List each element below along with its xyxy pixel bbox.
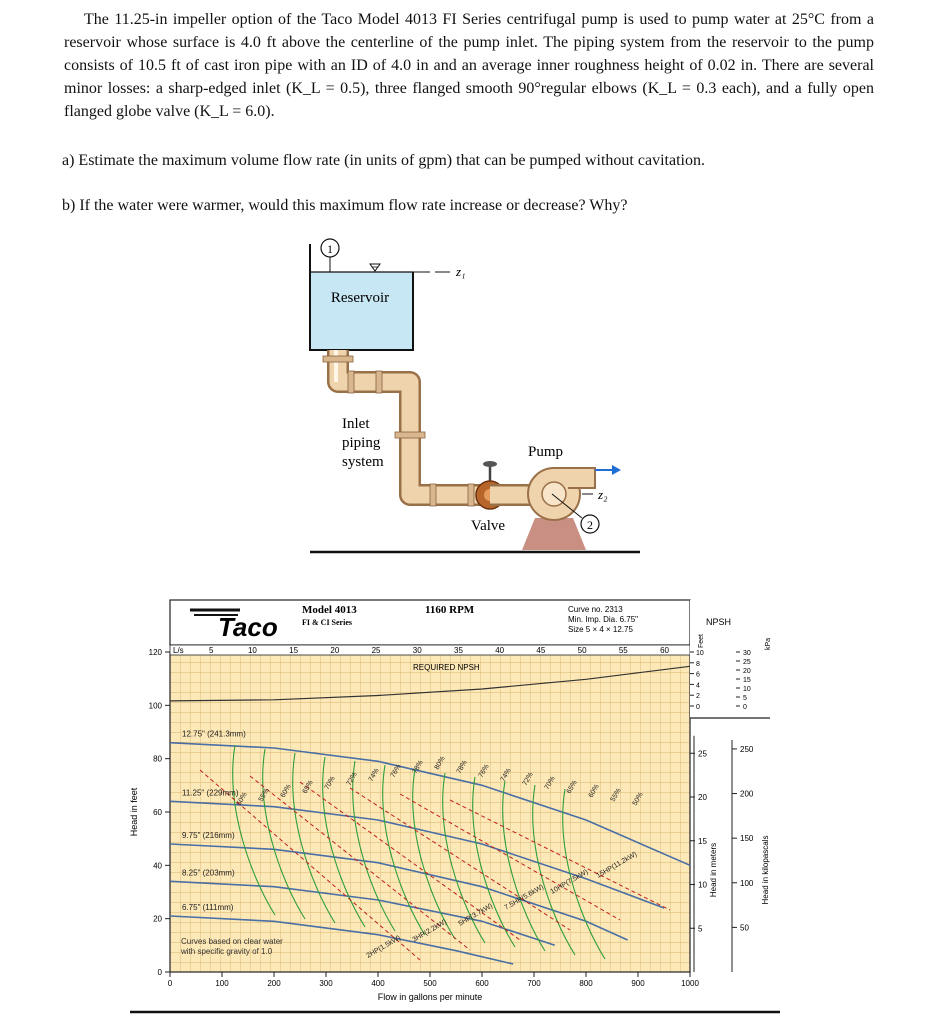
question-a: a) Estimate the maximum volume flow rate (in units of gpm) that can be pumped without cavitation. (62, 152, 705, 169)
problem-statement (64, 8, 874, 123)
y-axis-label: Head in feet (129, 787, 139, 837)
series-label: FI & CI Series (302, 618, 352, 627)
y-tick-label: 0 (157, 968, 162, 977)
ls-tick-label: 40 (495, 646, 505, 655)
npsh-feet-tick-label: 8 (696, 660, 700, 668)
ls-tick-label: 35 (454, 646, 463, 655)
npsh-kpa-tick-label: 0 (743, 704, 747, 711)
npsh-kpa-label: kPa (765, 637, 772, 650)
impeller-label: 9.75" (216mm) (182, 831, 235, 840)
hp-label: 3HP(2.2kW) (411, 918, 449, 944)
inlet-label-1: Inlet (342, 416, 370, 432)
npsh-kpa-tick-label: 20 (743, 668, 751, 675)
ls-tick-label: 5 (208, 646, 214, 655)
ls-tick-label: 10 (247, 646, 257, 655)
x-tick-label: 0 (167, 979, 173, 988)
hp-label: 7.5HP(5.6kW) (503, 883, 546, 912)
y-axis-ticks (149, 648, 170, 977)
x-tick-label: 500 (423, 979, 437, 988)
x-tick-label: 200 (267, 979, 281, 988)
y-tick-label: 80 (153, 754, 162, 764)
efficiency-label: 65% (565, 779, 579, 795)
efficiency-label: 72% (345, 771, 359, 787)
kpa-tick-label: 200 (740, 789, 754, 799)
meters-tick-label: 15 (698, 836, 707, 846)
pump-curve-chart (0, 595, 952, 1024)
y-tick-label: 60 (153, 808, 162, 817)
efficiency-label: 76% (389, 763, 403, 779)
hp-label: 2HP(1.5kW) (365, 934, 403, 960)
ls-tick-label: 30 (412, 646, 422, 655)
meters-tick-label: 10 (698, 880, 707, 890)
meters-tick-label: 20 (698, 793, 707, 803)
kpa-tick-label: 50 (740, 923, 749, 933)
npsh-feet-tick-label: 10 (696, 650, 704, 657)
x-tick-label: 300 (319, 979, 333, 988)
min-impeller-label: Min. Imp. Dia. 6.75" (568, 615, 638, 624)
inlet-label-3: system (342, 454, 384, 470)
reservoir-water (310, 272, 413, 350)
npsh-feet-tick-label: 2 (696, 693, 700, 701)
piping-schematic (290, 232, 650, 560)
npsh-kpa-tick-label: 30 (743, 650, 751, 657)
pump-icon (490, 465, 621, 550)
efficiency-label: 60% (587, 783, 601, 799)
efficiency-label: 60% (279, 783, 293, 799)
rpm-label: 1160 RPM (425, 604, 475, 616)
meters-tick-label: 25 (698, 749, 707, 759)
x-tick-label: 800 (579, 979, 593, 988)
ls-tick-label: 55 (618, 646, 628, 655)
efficiency-label: 70% (543, 775, 557, 791)
efficiency-label: 72% (521, 771, 535, 787)
efficiency-label: 78% (455, 759, 469, 775)
required-npsh-label: REQUIRED NPSH (413, 663, 480, 672)
x-axis-ticks (168, 972, 700, 988)
hp-label: 10HP(7.5kW) (549, 868, 590, 896)
chart-note-1: Curves based on clear water (181, 937, 283, 946)
z1-label: z₁ (456, 264, 466, 279)
right-axis-ticks (690, 736, 754, 972)
pump-label: Pump (528, 444, 564, 460)
problem-paragraph: The 11.25-in impeller option of the Taco Model 4013 FI Series centrifugal pump is used to pump water at 25°C from a reservoir whose surface is 4.0 ft above the centerline of the pump inlet. The piping system from the reservoir to the pump consists of 10.5 ft of cast iron pipe with an ID of 4.0 in and an average inner roughness height of 0.02 in. There are several minor losses: a sharp-edged inlet (K_L = 0.5), three flanged smooth 90°regular elbows (K_L = 0.3 each), and a fully open flanged globe valve (K_L = 6.0). (64, 11, 874, 120)
npsh-kpa-tick-label: 5 (743, 695, 747, 702)
impeller-label: 6.75" (111mm) (182, 903, 234, 912)
x-tick-label: 900 (631, 979, 645, 988)
npsh-feet-tick-label: 4 (696, 682, 700, 690)
taco-logo: Taco (218, 612, 278, 642)
x-axis-label: Flow in gallons per minute (377, 992, 483, 1002)
efficiency-label: 80% (433, 755, 447, 771)
kpa-tick-label: 250 (740, 744, 754, 754)
ls-tick-label: 50 (577, 646, 587, 655)
x-tick-label: 700 (527, 979, 541, 988)
x-tick-label: 600 (475, 979, 489, 988)
ls-tick-label: 25 (371, 646, 381, 655)
efficiency-label: 74% (499, 767, 513, 783)
efficiency-label: 50% (235, 791, 249, 807)
hp-label: 5HP(3.7kW) (457, 902, 495, 928)
model-label: Model 4013 (302, 604, 357, 616)
efficiency-label: 50% (631, 791, 645, 807)
npsh-title: NPSH (706, 617, 732, 627)
npsh-kpa-tick-label: 15 (743, 677, 751, 684)
meters-tick-label: 5 (698, 924, 703, 934)
y-tick-label: 20 (153, 914, 162, 924)
impeller-label: 12.75" (241.3mm) (182, 729, 246, 739)
kpa-tick-label: 100 (740, 878, 754, 888)
x-tick-label: 1000 (681, 979, 699, 988)
ls-tick-label: 20 (330, 646, 340, 655)
reservoir-label: Reservoir (330, 290, 390, 306)
z2-label: z₂ (598, 487, 608, 502)
hp-label: 15HP(11.2kW) (595, 850, 639, 880)
chart-note-2: with specific gravity of 1.0 (181, 947, 273, 956)
x-tick-label: 400 (371, 979, 385, 988)
efficiency-label: 74% (367, 767, 381, 783)
ls-axis-label: L/s (173, 646, 184, 655)
npsh-feet-tick-label: 0 (696, 704, 700, 711)
efficiency-label: 55% (609, 787, 623, 803)
impeller-label: 11.25" (229mm) (182, 788, 239, 798)
npsh-kpa-tick-label: 25 (743, 659, 751, 666)
point-1-label: 1 (327, 242, 333, 256)
ls-tick-label: 45 (536, 646, 546, 655)
efficiency-label: 78% (411, 759, 425, 775)
y-tick-label: 100 (148, 701, 162, 711)
valve-label: Valve (470, 518, 506, 534)
npsh-kpa-tick-label: 10 (743, 686, 751, 693)
kpa-tick-label: 150 (740, 834, 754, 844)
curve-no-label: Curve no. 2313 (568, 605, 623, 614)
point-2-label: 2 (587, 518, 593, 532)
y-tick-label: 120 (148, 648, 162, 657)
meters-axis-label: Head in meters (709, 842, 718, 898)
inlet-label-2: piping (342, 435, 381, 451)
ls-tick-label: 15 (289, 646, 299, 655)
kpa-axis-label: Head in kilopascals (761, 835, 770, 905)
question-b: b) If the water were warmer, would this maximum flow rate increase or decrease? Why? (62, 197, 628, 214)
efficiency-label: 76% (477, 763, 491, 779)
impeller-label: 8.25" (203mm) (182, 868, 235, 878)
ls-tick-label: 60 (660, 646, 669, 655)
y-tick-label: 40 (153, 861, 162, 871)
efficiency-label: 55% (257, 787, 271, 803)
efficiency-label: 65% (301, 779, 315, 795)
x-tick-label: 100 (215, 979, 229, 988)
size-label: Size 5 × 4 × 12.75 (568, 625, 633, 634)
npsh-feet-label: Feet (698, 633, 705, 648)
efficiency-label: 70% (323, 775, 337, 791)
npsh-feet-tick-label: 6 (696, 671, 700, 679)
